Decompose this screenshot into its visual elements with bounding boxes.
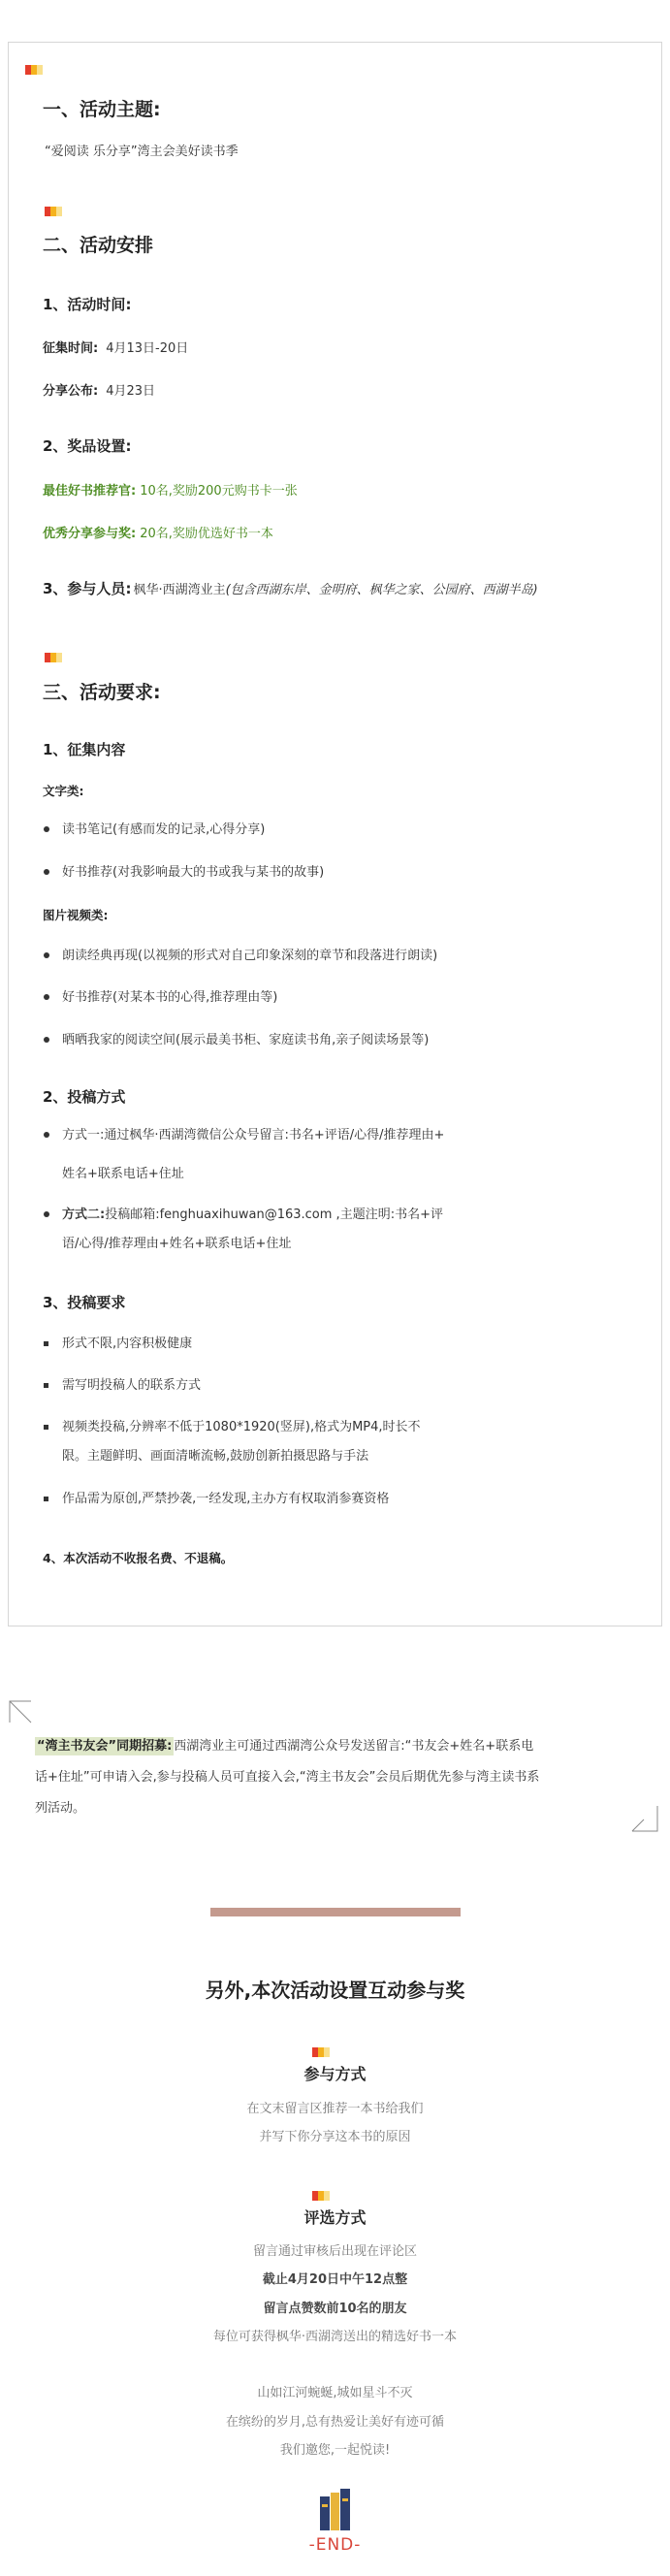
participants — [43, 578, 538, 598]
share-value: 4月23日 — [106, 384, 156, 399]
select-title: 评选方式 — [303, 2208, 367, 2227]
video-req-continued: 限。主题鲜明、画面清晰流畅,鼓励创新拍摄思路与手法 — [62, 1449, 369, 1464]
section-marker-icon — [45, 207, 63, 216]
share-time — [43, 380, 155, 399]
method-line1: 在文末留言区推荐一本书给我们 — [246, 2102, 424, 2116]
section-marker-icon — [312, 2191, 331, 2201]
submit-heading: 2、投稿方式 — [43, 1088, 126, 1106]
section-marker-icon — [45, 653, 63, 662]
prize-heading: 2、奖品设置: — [43, 437, 132, 455]
interactive-title: 另外,本次活动设置互动参与奖 — [205, 1979, 465, 2002]
divider-bar — [210, 1908, 461, 1916]
list-item: 读书笔记(有感而发的记录,心得分享) — [62, 818, 265, 843]
collect-value: 4月13日-20日 — [106, 341, 189, 356]
corner-bracket-icon — [8, 1699, 33, 1724]
club-line2: 话+住址”可申请入会,参与投稿人员可直接入会,“湾主书友会”会员后期优先参与湾主读书系 — [35, 1770, 540, 1785]
participants-value: 枫华·西湖湾业主 — [133, 583, 226, 597]
section3-title: 三、活动要求: — [43, 682, 161, 703]
section1-title: 一、活动主题: — [43, 99, 161, 120]
text-category: 文字类: — [43, 784, 84, 798]
participants-note: (包含西湖东岸、金明府、枫华之家、公园府、西湖半岛) — [225, 583, 538, 597]
prize-excellent-label: 优秀分享参与奖: — [43, 527, 137, 541]
share-label: 分享公布: — [43, 384, 99, 399]
method2-continued: 语/心得/推荐理由+姓名+联系电话+住址 — [62, 1237, 292, 1251]
participants-heading: 3、参与人员: — [43, 580, 132, 597]
method-line2: 并写下你分享这本书的原因 — [259, 2130, 411, 2144]
section2-title: 二、活动安排 — [43, 235, 154, 256]
requirements-heading: 3、投稿要求 — [43, 1294, 126, 1311]
end-mark: -END- — [308, 2535, 362, 2555]
fee-note: 4、本次活动不收报名费、不退稿。 — [43, 1551, 234, 1565]
closing-line1: 山如江河蜿蜒,城如星斗不灭 — [257, 2386, 413, 2400]
closing-line2: 在缤纷的岁月,总有热爱让美好有迹可循 — [225, 2415, 445, 2430]
club-line3: 列活动。 — [35, 1801, 86, 1816]
list-item: 好书推荐(对我影响最大的书或我与某书的故事) — [62, 860, 324, 886]
section-marker-icon — [25, 65, 44, 75]
select-line1: 留言通过审核后出现在评论区 — [252, 2244, 417, 2259]
club-line1: “湾主书友会”同期招募: 西湖湾业主可通过西湖湾公众号发送留言:“书友会+姓名+联系电 — [37, 1739, 534, 1754]
media-category: 图片视频类: — [43, 908, 109, 922]
method1-continued: 姓名+联系电话+住址 — [62, 1167, 184, 1181]
method2-label: 方式二: — [62, 1208, 106, 1222]
list-item: 视频类投稿,分辨率不低于1080*1920(竖屏),格式为MP4,时长不 — [62, 1415, 421, 1440]
prize-best — [43, 480, 298, 499]
prize-best-label: 最佳好书推荐官: — [43, 484, 137, 499]
prize-best-value: 10名,奖励200元购书卡一张 — [140, 484, 298, 499]
method-title: 参与方式 — [303, 2065, 367, 2083]
list-item: 方式二:投稿邮箱:fenghuaxihuwan@163.com ,主题注明:书名+评 — [62, 1203, 443, 1228]
prize-excellent-value: 20名,奖励优选好书一本 — [140, 527, 273, 541]
select-line3: 留言点赞数前10名的朋友 — [263, 2302, 407, 2316]
list-item: 作品需为原创,严禁抄袭,一经发现,主办方有权取消参赛资格 — [62, 1487, 389, 1512]
select-line2: 截止4月20日中午12点整 — [262, 2272, 408, 2287]
list-item: 方式一:通过枫华·西湖湾微信公众号留言:书名+评语/心得/推荐理由+ — [62, 1123, 444, 1148]
list-item: 晒晒我家的阅读空间(展示最美书柜、家庭读书角,亲子阅读场景等) — [62, 1028, 429, 1053]
prize-excellent — [43, 523, 273, 541]
list-item: 朗读经典再现(以视频的形式对自己印象深刻的章节和段落进行朗读) — [62, 944, 437, 969]
corner-bracket-icon — [630, 1804, 659, 1833]
time-heading: 1、活动时间: — [43, 296, 132, 313]
club-highlight: “湾主书友会”同期招募: — [37, 1739, 173, 1754]
collect-label: 征集时间: — [43, 341, 99, 356]
closing-line3: 我们邀您,一起悦读! — [279, 2443, 391, 2458]
list-item: 形式不限,内容积极健康 — [62, 1332, 192, 1357]
section-marker-icon — [312, 2047, 331, 2057]
books-icon — [319, 2489, 354, 2531]
activity-theme: “爱阅读 乐分享”湾主会美好读书季 — [45, 145, 239, 159]
list-item: 好书推荐(对某本书的心得,推荐理由等) — [62, 985, 277, 1011]
collect-heading: 1、征集内容 — [43, 741, 126, 758]
list-item: 需写明投稿人的联系方式 — [62, 1373, 201, 1399]
select-line4: 每位可获得枫华·西湖湾送出的精选好书一本 — [212, 2330, 458, 2344]
collect-time — [43, 338, 188, 356]
